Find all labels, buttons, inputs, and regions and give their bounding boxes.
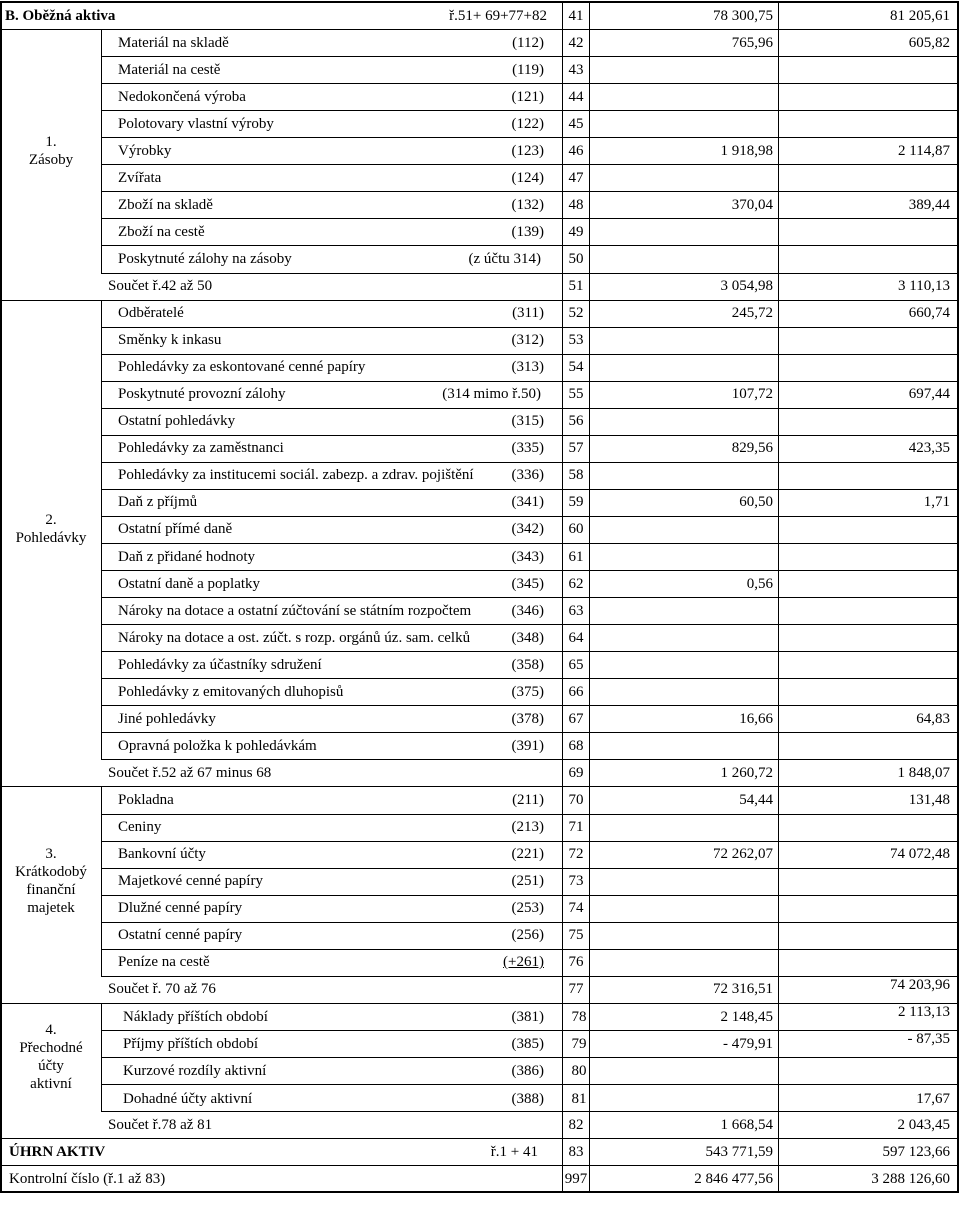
grid-line-horizontal	[101, 597, 959, 598]
row-number: 64	[568, 629, 584, 646]
grid-line-horizontal	[101, 814, 959, 815]
current-period-value: 60,50	[739, 494, 773, 511]
row-number: 53	[568, 332, 584, 349]
account-code: (385)	[511, 1036, 544, 1053]
grid-line-horizontal	[101, 1084, 959, 1085]
previous-period-value: 389,44	[908, 196, 950, 213]
group-name: majetek	[27, 900, 75, 917]
row-number: 48	[568, 196, 584, 213]
row-number: 70	[568, 791, 584, 808]
row-label: Zboží na skladě	[118, 196, 213, 213]
row-label: Poskytnuté zálohy na zásoby	[118, 250, 292, 267]
account-code: (+261)	[503, 954, 544, 971]
previous-period-value: 1 848,07	[897, 764, 950, 781]
grid-line-horizontal	[101, 543, 959, 544]
row-label: Pokladna	[118, 791, 174, 808]
row-number: 997	[564, 1170, 588, 1187]
grid-line-horizontal	[101, 705, 959, 706]
current-period-value: 72 262,07	[713, 846, 773, 863]
previous-period-value: 131,48	[908, 791, 950, 808]
grid-line-horizontal	[101, 570, 959, 571]
grid-line-horizontal	[101, 245, 959, 246]
grid-line-horizontal	[101, 489, 959, 490]
current-period-value: 543 771,59	[705, 1143, 773, 1160]
row-label: Ostatní přímé daně	[118, 521, 233, 538]
grid-line-horizontal	[1, 300, 959, 301]
row-number: 54	[568, 359, 584, 376]
grid-line-horizontal	[1, 1165, 959, 1166]
current-period-value: 1 260,72	[720, 764, 773, 781]
group-separator-line	[101, 1003, 102, 1111]
grid-line-vertical	[562, 2, 563, 1192]
account-code: (314 mimo ř.50)	[442, 386, 541, 403]
row-number: 41	[568, 7, 584, 24]
grid-line-horizontal	[101, 922, 959, 923]
current-period-value: 829,56	[731, 440, 773, 457]
account-code: (213)	[511, 819, 544, 836]
row-label: Nároky na dotace a ost. zúčt. s rozp. orgánů úz. sam. celků	[118, 629, 471, 646]
group-name: finanční	[26, 882, 76, 899]
row-label: Daň z přidané hodnoty	[118, 548, 256, 565]
previous-period-value: 1,71	[923, 494, 950, 511]
grid-line-horizontal	[101, 381, 959, 382]
row-number: 65	[568, 656, 584, 673]
control-number-label: Kontrolní číslo (ř.1 až 83)	[9, 1170, 166, 1187]
account-code: (z účtu 314)	[468, 250, 541, 267]
previous-period-value: 3 110,13	[898, 278, 950, 295]
account-code: (388)	[511, 1090, 544, 1107]
previous-period-value: 3 288 126,60	[871, 1170, 950, 1187]
row-label: Jiné pohledávky	[118, 710, 216, 727]
previous-period-value: 2 113,13	[898, 1004, 950, 1021]
row-number: 73	[568, 873, 584, 890]
current-period-value: 765,96	[731, 34, 773, 51]
group-name: Pohledávky	[15, 530, 87, 547]
grid-line-horizontal	[101, 83, 959, 84]
grid-line-horizontal	[101, 408, 959, 409]
subtotal-label: Součet ř.42 až 50	[108, 278, 213, 295]
subtotal-label: Součet ř.78 až 81	[108, 1116, 213, 1133]
row-label: Zboží na cestě	[118, 223, 205, 240]
row-label: Kurzové rozdíly aktivní	[123, 1063, 267, 1080]
grid-line-horizontal	[1, 1191, 959, 1193]
grid-line-vertical	[589, 2, 590, 1192]
grid-line-vertical	[778, 2, 779, 1192]
row-number: 83	[568, 1143, 584, 1160]
account-code: (122)	[511, 115, 544, 132]
grid-line-horizontal	[101, 273, 959, 274]
account-code: (253)	[511, 900, 544, 917]
group-number: 4.	[45, 1021, 57, 1038]
current-period-value: 54,44	[739, 791, 773, 808]
group-name: účty	[38, 1057, 64, 1074]
row-number: 79	[571, 1036, 587, 1053]
account-code: (312)	[511, 332, 544, 349]
row-number: 47	[568, 169, 584, 186]
row-number: 44	[568, 88, 584, 105]
row-label: Pohledávky za eskontované cenné papíry	[118, 359, 366, 376]
row-number: 80	[571, 1063, 587, 1080]
previous-period-value: 64,83	[916, 710, 950, 727]
row-number: 61	[568, 548, 584, 565]
grid-line-horizontal	[101, 56, 959, 57]
row-number: 59	[568, 494, 584, 511]
current-period-value: 72 316,51	[713, 981, 773, 998]
row-label: Materiál na cestě	[118, 61, 221, 78]
row-label: Nároky na dotace a ostatní zúčtování se státním rozpočtem	[118, 602, 472, 619]
grid-line-horizontal	[101, 1057, 959, 1058]
grid-line-horizontal	[101, 462, 959, 463]
grid-line-horizontal	[101, 327, 959, 328]
grid-line-horizontal	[101, 868, 959, 869]
account-code: (336)	[511, 467, 544, 484]
account-code: (346)	[511, 602, 544, 619]
grid-line-horizontal	[101, 759, 959, 760]
previous-period-value: 2 114,87	[898, 142, 950, 159]
account-code: (335)	[511, 440, 544, 457]
row-label: Bankovní účty	[118, 846, 206, 863]
group-separator-line	[101, 300, 102, 759]
previous-period-value: 74 203,96	[890, 977, 950, 994]
grid-line-horizontal	[101, 164, 959, 165]
account-code: (341)	[511, 494, 544, 511]
row-number: 68	[568, 737, 584, 754]
row-number: 81	[571, 1090, 587, 1107]
row-number: 42	[568, 34, 584, 51]
row-label: Daň z příjmů	[118, 494, 198, 511]
group-number: 1.	[45, 133, 57, 150]
current-period-value: 78 300,75	[713, 7, 773, 24]
row-label: Příjmy příštích období	[123, 1036, 258, 1053]
account-code: (139)	[511, 223, 544, 240]
account-code: (348)	[511, 629, 544, 646]
row-label: Polotovary vlastní výroby	[118, 115, 274, 132]
subtotal-label: Součet ř.52 až 67 minus 68	[108, 764, 272, 781]
account-code: (251)	[511, 873, 544, 890]
account-code: (342)	[511, 521, 544, 538]
section-formula: ř.51+ 69+77+82	[449, 7, 547, 24]
table-border-left	[0, 1, 2, 1193]
previous-period-value: 81 205,61	[890, 7, 950, 24]
group-name: Zásoby	[28, 151, 74, 168]
grid-line-horizontal	[101, 516, 959, 517]
table-border-right	[957, 1, 959, 1193]
previous-period-value: 74 072,48	[890, 846, 950, 863]
grand-total-label: ÚHRN AKTIV	[9, 1143, 106, 1160]
account-code: (132)	[511, 196, 544, 213]
account-code: (345)	[511, 575, 544, 592]
group-separator-line	[101, 786, 102, 976]
row-label: Náklady příštích období	[123, 1009, 268, 1026]
current-period-value: - 479,91	[723, 1036, 773, 1053]
row-number: 56	[568, 413, 584, 430]
row-label: Výrobky	[118, 142, 172, 159]
current-period-value: 2 846 477,56	[694, 1170, 773, 1187]
row-label: Ostatní pohledávky	[118, 413, 236, 430]
account-code: (375)	[511, 683, 544, 700]
previous-period-value: 697,44	[908, 386, 950, 403]
grid-line-horizontal	[1, 29, 959, 30]
grid-line-horizontal	[1, 1, 959, 3]
account-code: (391)	[511, 737, 544, 754]
account-code: (119)	[512, 61, 544, 78]
group-name: aktivní	[30, 1075, 72, 1092]
current-period-value: 3 054,98	[720, 278, 773, 295]
account-code: (112)	[512, 34, 544, 51]
group-number: 3.	[45, 846, 57, 863]
row-number: 74	[568, 900, 584, 917]
account-code: (358)	[511, 656, 544, 673]
row-number: 63	[568, 602, 584, 619]
row-number: 78	[571, 1009, 587, 1026]
grid-line-horizontal	[101, 732, 959, 733]
row-label: Materiál na skladě	[118, 34, 229, 51]
row-label: Dlužné cenné papíry	[118, 900, 243, 917]
current-period-value: 0,56	[746, 575, 773, 592]
row-number: 55	[568, 386, 584, 403]
account-code: (386)	[511, 1063, 544, 1080]
grid-line-horizontal	[101, 949, 959, 950]
row-number: 51	[568, 278, 584, 295]
previous-period-value: 605,82	[908, 34, 950, 51]
row-number: 58	[568, 467, 584, 484]
row-number: 60	[568, 521, 584, 538]
grid-line-horizontal	[101, 1030, 959, 1031]
current-period-value: 2 148,45	[720, 1009, 773, 1026]
row-number: 50	[568, 250, 584, 267]
account-code: (343)	[511, 548, 544, 565]
previous-period-value: 423,35	[908, 440, 950, 457]
row-number: 57	[568, 440, 584, 457]
row-number: 69	[568, 764, 584, 781]
grid-line-horizontal	[101, 895, 959, 896]
account-code: (121)	[511, 88, 544, 105]
row-label: Peníze na cestě	[118, 954, 210, 971]
row-number: 66	[568, 683, 584, 700]
account-code: (315)	[511, 413, 544, 430]
row-label: Odběratelé	[118, 305, 184, 322]
current-period-value: 1 918,98	[720, 142, 773, 159]
section-title: B. Oběžná aktiva	[5, 7, 116, 24]
row-label: Pohledávky za účastníky sdružení	[118, 656, 322, 673]
current-period-value: 16,66	[739, 710, 773, 727]
grand-total-formula: ř.1 + 41	[490, 1143, 538, 1160]
account-code: (123)	[511, 142, 544, 159]
grid-line-horizontal	[101, 841, 959, 842]
grid-line-horizontal	[1, 786, 959, 787]
row-label: Majetkové cenné papíry	[118, 873, 263, 890]
current-period-value: 107,72	[731, 386, 773, 403]
grid-line-horizontal	[101, 191, 959, 192]
row-number: 62	[568, 575, 584, 592]
previous-period-value: 597 123,66	[882, 1143, 950, 1160]
group-separator-line	[101, 29, 102, 273]
previous-period-value: 660,74	[908, 305, 950, 322]
account-code: (256)	[511, 927, 544, 944]
row-label: Dohadné účty aktivní	[123, 1090, 253, 1107]
row-number: 77	[568, 981, 584, 998]
grid-line-horizontal	[101, 624, 959, 625]
group-name: Přechodné	[19, 1039, 83, 1056]
grid-line-horizontal	[101, 137, 959, 138]
row-number: 45	[568, 115, 584, 132]
previous-period-value: 17,67	[916, 1090, 950, 1107]
row-label: Směnky k inkasu	[118, 332, 222, 349]
previous-period-value: 2 043,45	[897, 1116, 950, 1133]
grid-line-horizontal	[101, 1111, 959, 1112]
row-label: Opravná položka k pohledávkám	[118, 737, 317, 754]
grid-line-horizontal	[101, 110, 959, 111]
row-number: 75	[568, 927, 584, 944]
row-label: Pohledávky z emitovaných dluhopisů	[118, 683, 344, 700]
grid-line-horizontal	[101, 354, 959, 355]
row-label: Pohledávky za zaměstnanci	[118, 440, 284, 457]
row-number: 43	[568, 61, 584, 78]
row-number: 46	[568, 142, 584, 159]
account-code: (378)	[511, 710, 544, 727]
current-period-value: 245,72	[731, 305, 773, 322]
row-number: 72	[568, 846, 584, 863]
subtotal-label: Součet ř. 70 až 76	[108, 981, 216, 998]
account-code: (311)	[512, 305, 544, 322]
account-code: (221)	[511, 846, 544, 863]
group-number: 2.	[45, 512, 57, 529]
row-label: Ceniny	[118, 819, 162, 836]
row-label: Ostatní daně a poplatky	[118, 575, 261, 592]
previous-period-value: - 87,35	[907, 1031, 950, 1048]
row-number: 67	[568, 710, 584, 727]
grid-line-horizontal	[101, 976, 959, 977]
row-label: Nedokončená výroba	[118, 88, 246, 105]
grid-line-horizontal	[1, 1003, 959, 1004]
grid-line-horizontal	[101, 651, 959, 652]
grid-line-horizontal	[1, 1138, 959, 1139]
account-code: (313)	[511, 359, 544, 376]
account-code: (124)	[511, 169, 544, 186]
row-number: 49	[568, 223, 584, 240]
row-number: 82	[568, 1116, 584, 1133]
row-label: Ostatní cenné papíry	[118, 927, 243, 944]
account-code: (211)	[512, 791, 544, 808]
row-number: 52	[568, 305, 584, 322]
grid-line-horizontal	[101, 678, 959, 679]
row-label: Poskytnuté provozní zálohy	[118, 386, 286, 403]
current-period-value: 370,04	[731, 196, 773, 213]
account-code: (381)	[511, 1009, 544, 1026]
grid-line-horizontal	[101, 218, 959, 219]
row-label: Pohledávky za institucemi sociál. zabezp. a zdrav. pojištění	[118, 467, 474, 484]
current-period-value: 1 668,54	[720, 1116, 773, 1133]
row-number: 71	[568, 819, 584, 836]
row-label: Zvířata	[118, 169, 162, 186]
grid-line-horizontal	[101, 435, 959, 436]
group-name: Krátkodobý	[15, 864, 87, 881]
row-number: 76	[568, 954, 584, 971]
